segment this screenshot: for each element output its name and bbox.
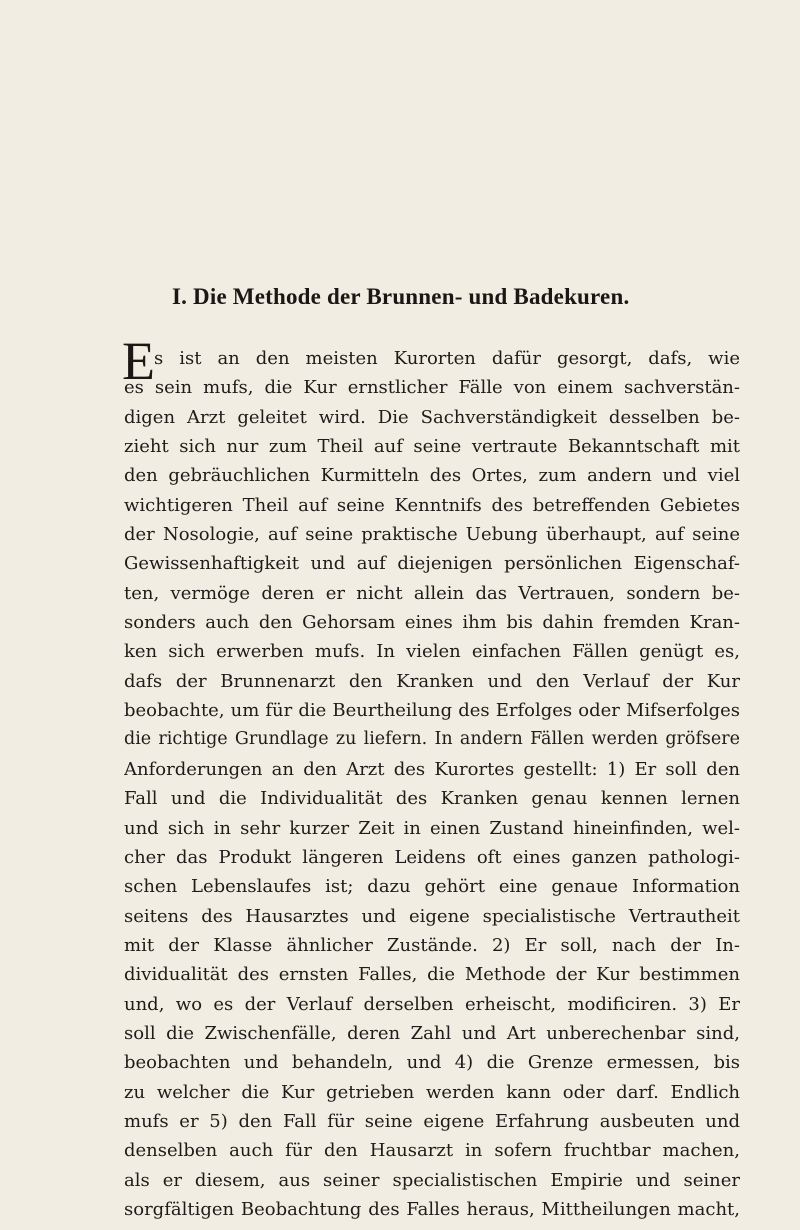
text-line: sorgfältigen Beobachtung des Falles heraus, Mittheilungen macht, — [124, 1198, 740, 1220]
text-line: Fall und die Individualität des Kranken genau kennen lernen — [124, 788, 740, 810]
text-line: beobachte, um für die Beurtheilung des Erfolges oder Mifserfolges — [124, 700, 740, 722]
text-line: der Nosologie, auf seine praktische Uebung überhaupt, auf seine — [124, 524, 740, 546]
chapter-heading: I. Die Methode der Brunnen- und Badekuren. — [172, 284, 630, 309]
text-line: es sein mufs, die Kur ernstlicher Fälle von einem sachverstän- — [124, 377, 740, 399]
text-line: dividualität des ernsten Falles, die Methode der Kur bestimmen — [124, 964, 740, 986]
text-line: cher das Produkt längeren Leidens oft eines ganzen pathologi- — [124, 846, 740, 868]
text-line: Gewissenhaftigkeit und auf diejenigen persönlichen Eigenschaf- — [124, 553, 740, 575]
text-line: s ist an den meisten Kurorten dafür gesorgt, dafs, wie — [154, 348, 740, 369]
text-line: soll die Zwischenfälle, deren Zahl und Art unberechenbar sind, — [124, 1022, 740, 1044]
body-text — [122, 331, 740, 1224]
text-line: Anforderungen an den Arzt des Kurortes gestellt: 1) Er soll den — [124, 758, 740, 780]
text-line: beobachten und behandeln, und 4) die Grenze ermessen, bis — [124, 1052, 740, 1074]
text-line: dafs der Brunnenarzt den Kranken und den Verlauf der Kur — [124, 670, 740, 692]
text-line: ken sich erwerben mufs. In vielen einfachen Fällen genügt es, — [124, 641, 740, 663]
text-line: zieht sich nur zum Theil auf seine vertraute Bekanntschaft mit — [124, 436, 740, 458]
text-line: den gebräuchlichen Kurmitteln des Ortes, zum andern und viel — [124, 465, 740, 487]
text-line: und sich in sehr kurzer Zeit in einen Zustand hineinfinden, wel- — [124, 817, 740, 839]
text-line: mit der Klasse ähnlicher Zustände. 2) Er soll, nach der In- — [124, 934, 740, 956]
text-line: seitens des Hausarztes und eigene specialistische Vertrautheit — [124, 905, 740, 927]
text-line: wichtigeren Theil auf seine Kenntnifs des betreffenden Gebietes — [124, 494, 740, 516]
text-line: zu welcher die Kur getrieben werden kann oder darf. Endlich — [124, 1081, 740, 1103]
text-line: schen Lebenslaufes ist; dazu gehört eine genaue Information — [124, 876, 740, 898]
text-line: mufs er 5) den Fall für seine eigene Erfahrung ausbeuten und — [124, 1110, 740, 1132]
text-line: digen Arzt geleitet wird. Die Sachverständigkeit desselben be- — [124, 406, 740, 428]
text-line: und, wo es der Verlauf derselben erheischt, modificiren. 3) Er — [124, 993, 740, 1015]
text-line: die richtige Grundlage zu liefern. In andern Fällen werden gröfsere — [124, 729, 740, 750]
text-line: denselben auch für den Hausarzt in sofern fruchtbar machen, — [124, 1140, 740, 1162]
text-line: als er diesem, aus seiner specialistischen Empirie und seiner — [124, 1169, 740, 1191]
drop-cap: E — [122, 331, 155, 391]
text-line: ten, vermöge deren er nicht allein das Vertrauen, sondern be- — [124, 582, 740, 604]
text-line: sonders auch den Gehorsam eines ihm bis dahin fremden Kran- — [124, 612, 740, 634]
